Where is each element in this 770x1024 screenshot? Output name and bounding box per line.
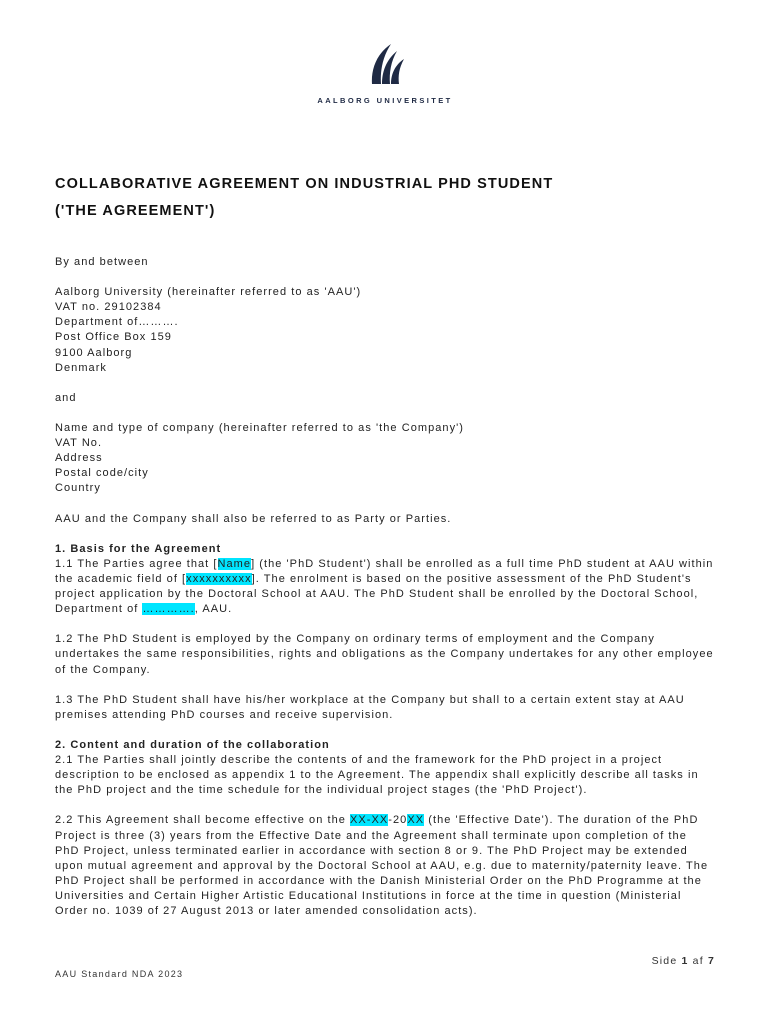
page-title (55, 171, 715, 225)
company-vat: VAT No. (55, 437, 103, 450)
document-label: AAU Standard NDA 2023 (55, 969, 184, 979)
agreement-body (55, 255, 715, 919)
logo-wordmark: AALBORG UNIVERSITET (317, 96, 453, 105)
aau-name: Aalborg University (hereinafter referred to as 'AAU') (55, 286, 362, 299)
parties-definition: AAU and the Company shall also be referred to as Party or Parties. (55, 512, 452, 525)
placeholder-date-year: XX (407, 814, 425, 827)
clause-1-2: 1.2 The PhD Student is employed by the Company on ordinary terms of employment and the Company undertakes the same responsibilities, rights and obligations as the Company undertakes for any other employee of the Company. (55, 633, 714, 676)
aau-vat: VAT no. 29102384 (55, 301, 162, 314)
aau-country: Denmark (55, 361, 107, 374)
company-address-block (55, 421, 715, 496)
company-name: Name and type of company (hereinafter referred to as 'the Company') (55, 422, 464, 435)
aau-department: Department of………. (55, 316, 179, 329)
placeholder-department: …………. (142, 603, 195, 616)
clause-1-1: 1.1 The Parties agree that [Name] (the 'PhD Student') shall be enrolled as a full time PhD student at AAU within the academic field of [xxxxxxxxxx]. The enrolment is based on the positive assessment of the PhD Student's project application by the Doctoral School at AAU. The PhD Student shall be enrolled by the Doctoral School, Department of …………., AAU. (55, 557, 714, 616)
parties-intro: By and between (55, 256, 149, 268)
company-address: Address (55, 452, 103, 465)
clause-2-1: 2.1 The Parties shall jointly describe the contents of and the framework for the PhD project in a project description to be enclosed as appendix 1 to the Agreement. The appendix shall explicitly describe all tasks in the PhD project and the time schedule for the individual project stages (the 'PhD Project'). (55, 754, 699, 797)
page-number: Side 1 af 7 (651, 955, 715, 967)
university-logo (0, 40, 770, 105)
title-line-2: ('THE AGREEMENT') (55, 203, 216, 219)
placeholder-name: Name (217, 557, 252, 570)
company-postal: Postal code/city (55, 467, 149, 480)
placeholder-field: xxxxxxxxxx (186, 572, 252, 585)
aau-waves-icon (362, 40, 408, 86)
aau-po-box: Post Office Box 159 (55, 331, 172, 344)
section-2-heading: 2. Content and duration of the collaboration (55, 739, 330, 751)
company-country: Country (55, 482, 101, 495)
parties-and: and (55, 391, 77, 404)
placeholder-date-day-month: XX-XX (350, 814, 389, 827)
section-1-heading: 1. Basis for the Agreement (55, 542, 222, 555)
clause-1-3: 1.3 The PhD Student shall have his/her workplace at the Company but shall to a certain extent stay at AAU premises attending PhD courses and receive supervision. (55, 693, 685, 721)
aau-city: 9100 Aalborg (55, 346, 133, 359)
aau-address-block (55, 285, 715, 376)
title-line-1: COLLABORATIVE AGREEMENT ON INDUSTRIAL PHD STUDENT (55, 176, 554, 192)
clause-2-2: 2.2 This Agreement shall become effective on the XX-XX-20XX (the 'Effective Date'). The duration of the PhD Project is three (3) years from the Effective Date and the Agreement shall terminate upon completion of the PhD Project, unless terminated earlier in accordance with section 8 or 9. The PhD Project may be extended upon mutual agreement and approval by the Doctoral School at AAU, e.g. due to maternity/paternity leave. The PhD Project shall be performed in accordance with the Danish Ministerial Order on the PhD Programme at the Universities and Certain Higher Artistic Educational Institutions in force at the time in question (Ministerial Order no. 1039 of 27 August 2013 or later amended consolidation acts). (55, 814, 709, 918)
